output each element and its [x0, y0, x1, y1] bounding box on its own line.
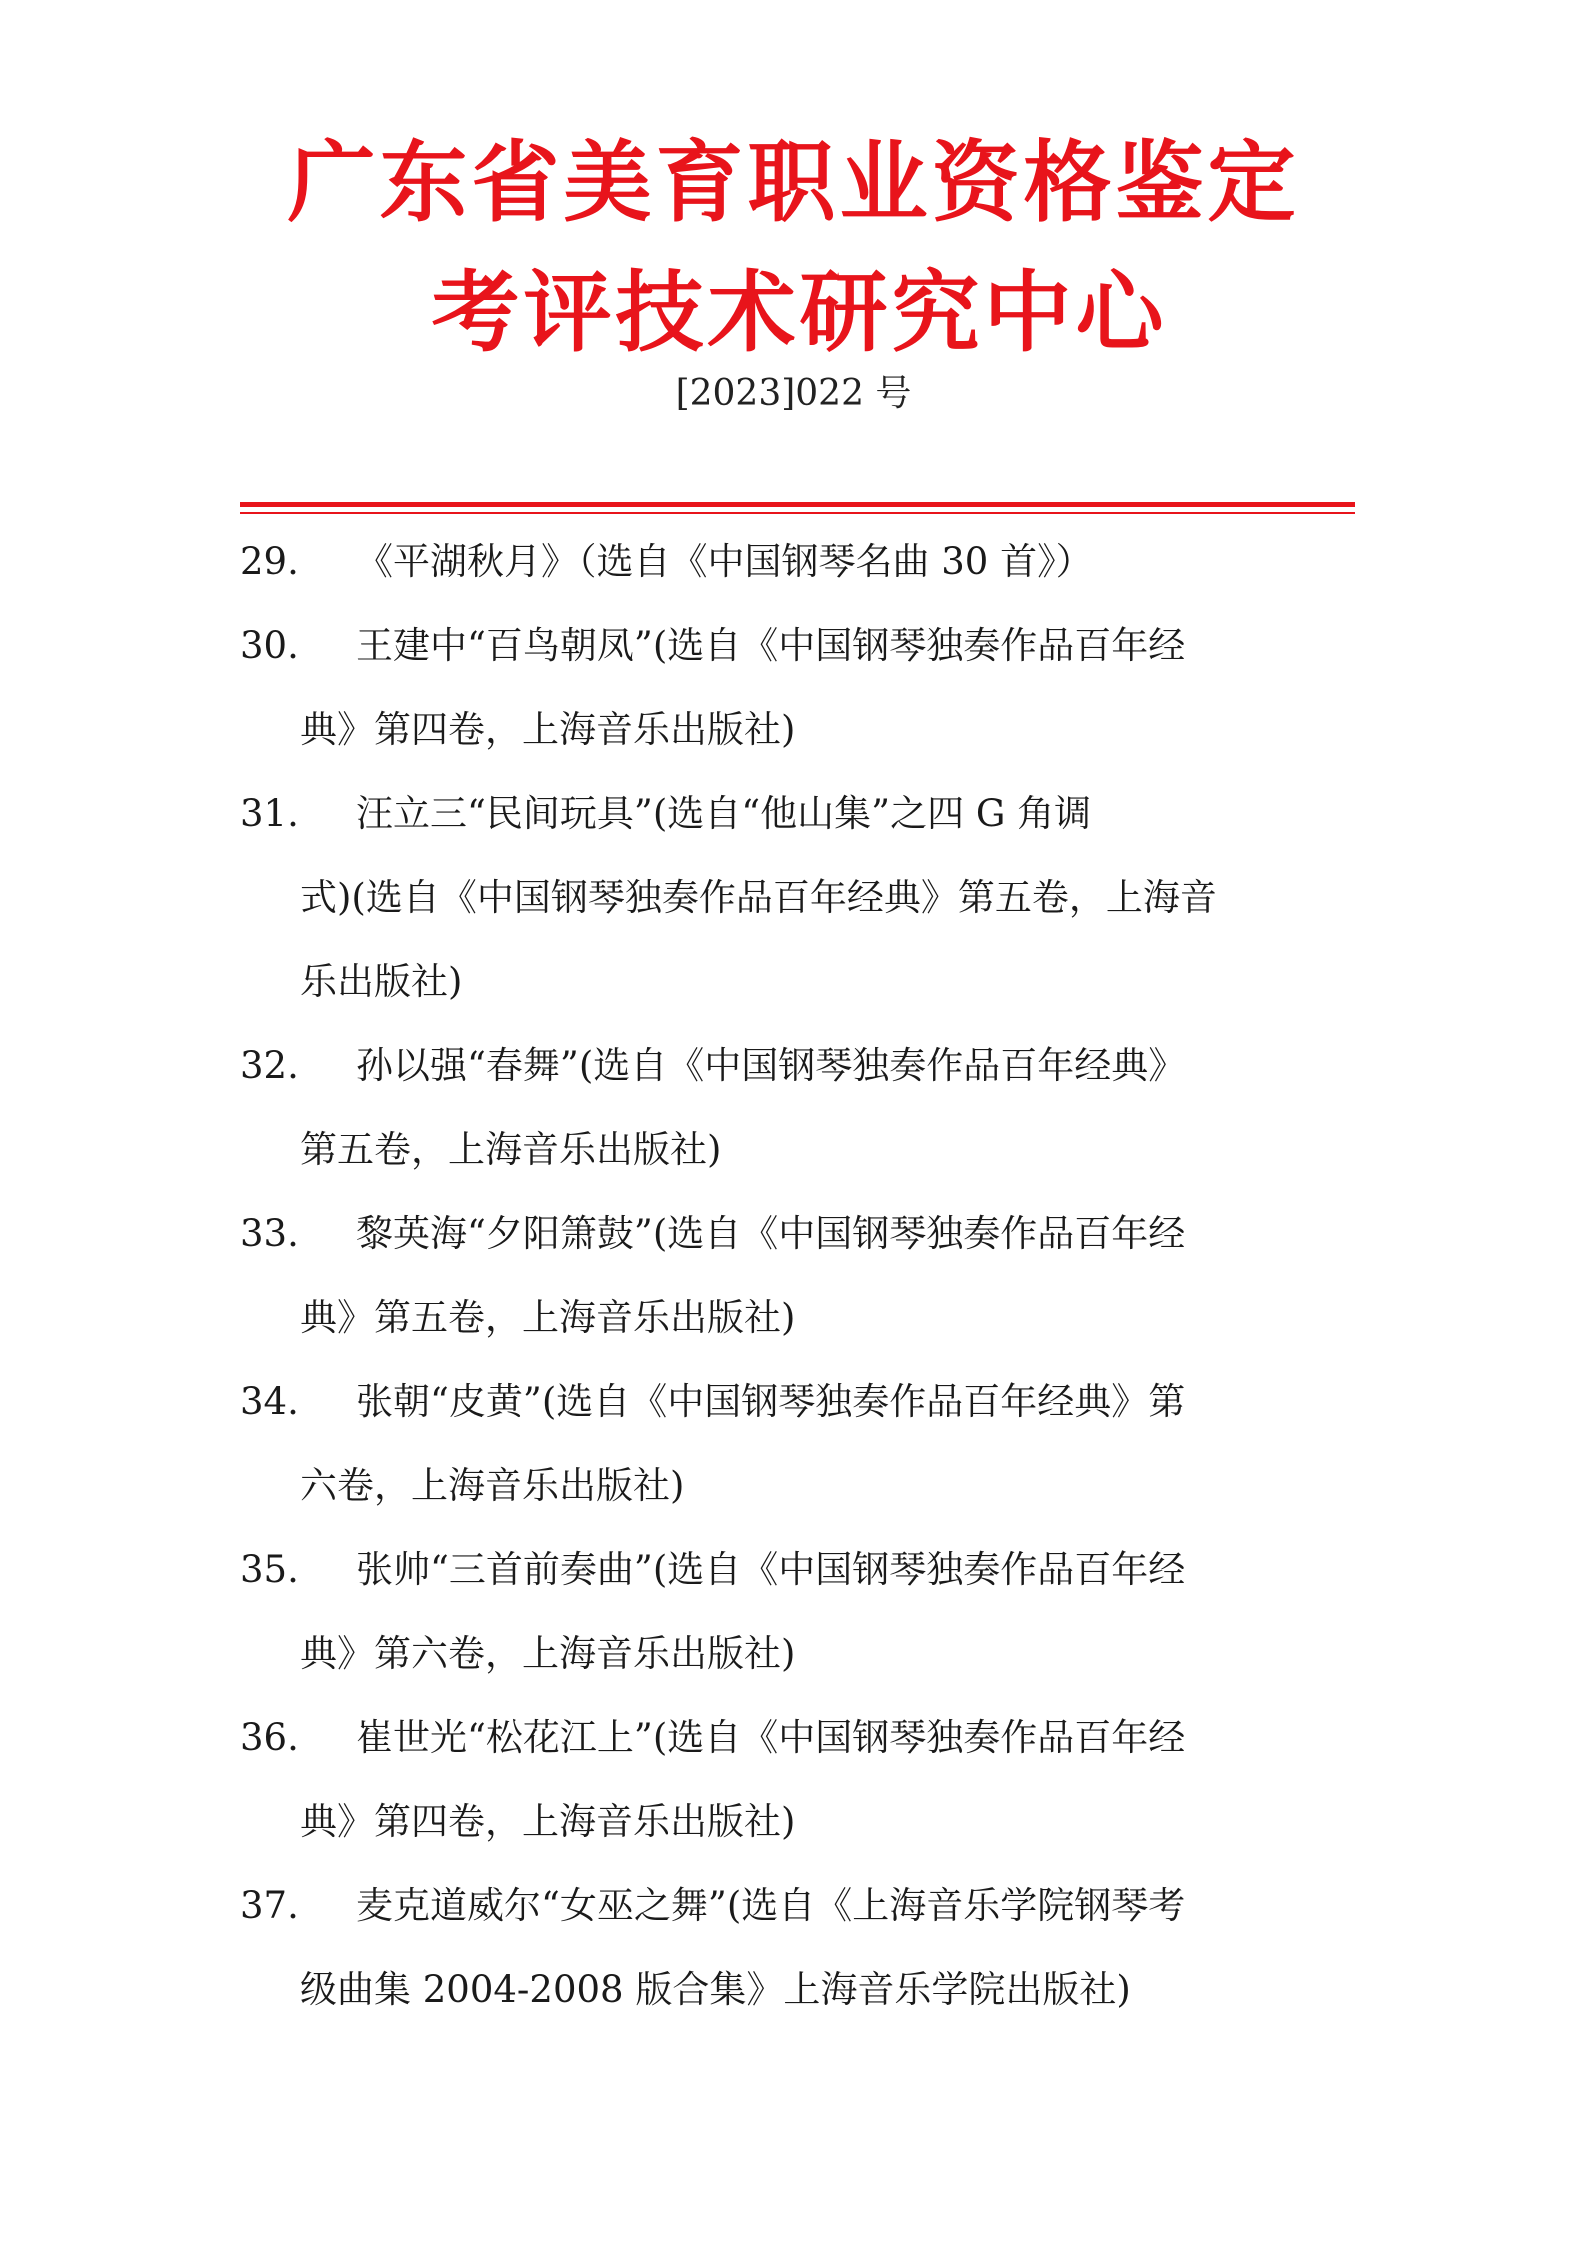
list-item-first-line: 麦克道威尔“女巫之舞”(选自《上海音乐学院钢琴考 — [356, 1884, 1186, 1927]
document-header — [0, 118, 1587, 378]
title-line-1: 广东省美育职业资格鉴定 — [287, 131, 1300, 234]
list-item — [240, 604, 1360, 772]
list-item-first-line: 张朝“皮黄”(选自《中国钢琴独奏作品百年经典》第 — [356, 1380, 1186, 1423]
list-item — [240, 1696, 1360, 1864]
list-item — [240, 1360, 1360, 1528]
list-item-text — [300, 772, 1360, 1024]
list-item-text — [300, 1696, 1360, 1864]
list-item-number: 34. — [240, 1380, 299, 1423]
list-item — [240, 1024, 1360, 1192]
list-item-first-line: 张帅“三首前奏曲”(选自《中国钢琴独奏作品百年经 — [356, 1548, 1186, 1591]
list-item-number: 33. — [240, 1212, 299, 1255]
title-line-2: 考评技术研究中心 — [431, 261, 1168, 364]
list-item-continuation-line: 典》第四卷，上海音乐出版社) — [300, 1800, 796, 1843]
list-item-continuation-line: 典》第六卷，上海音乐出版社) — [300, 1632, 796, 1675]
list-item — [240, 1864, 1360, 2032]
list-item-number: 37. — [240, 1884, 299, 1927]
repertoire-list — [240, 520, 1360, 2032]
list-item-continuation-line: 典》第五卷，上海音乐出版社) — [300, 1296, 796, 1339]
list-item-first-line: 崔世光“松花江上”(选自《中国钢琴独奏作品百年经 — [356, 1716, 1186, 1759]
list-item-continuation-line: 级曲集 2004-2008 版合集》上海音乐学院出版社) — [300, 1968, 1131, 2011]
list-item-first-line: 汪立三“民间玩具”(选自“他山集”之四 G 角调 — [356, 792, 1092, 835]
list-item-text — [300, 604, 1360, 772]
list-item — [240, 520, 1360, 604]
list-item-text — [300, 1192, 1360, 1360]
list-item-first-line: 王建中“百鸟朝凤”(选自《中国钢琴独奏作品百年经 — [356, 624, 1186, 667]
list-item — [240, 1192, 1360, 1360]
list-item-continuation-line: 六卷，上海音乐出版社) — [300, 1464, 685, 1507]
list-item-text — [300, 1528, 1360, 1696]
list-item-number: 36. — [240, 1716, 299, 1759]
list-item-continuation-line: 第五卷，上海音乐出版社) — [300, 1128, 722, 1171]
list-item-continuation-line: 典》第四卷，上海音乐出版社) — [300, 708, 796, 751]
header-divider-thick — [240, 502, 1355, 507]
list-item-number: 31. — [240, 792, 299, 835]
list-item-first-line: 黎英海“夕阳箫鼓”(选自《中国钢琴独奏作品百年经 — [356, 1212, 1186, 1255]
list-item-continuation-line: 式)(选自《中国钢琴独奏作品百年经典》第五卷，上海音 — [300, 876, 1217, 919]
list-item-number: 32. — [240, 1044, 299, 1087]
list-item-text — [300, 1864, 1360, 2032]
list-item-number: 30. — [240, 624, 299, 667]
list-item-text — [300, 1360, 1360, 1528]
list-item-text — [300, 1024, 1360, 1192]
list-item-first-line: 《平湖秋月》（选自《中国钢琴名曲 30 首》） — [356, 540, 1093, 583]
document-number: [2023]022 号 — [675, 373, 912, 414]
list-item — [240, 772, 1360, 1024]
list-item — [240, 1528, 1360, 1696]
list-item-first-line: 孙以强“春舞”(选自《中国钢琴独奏作品百年经典》 — [356, 1044, 1186, 1087]
list-item-number: 35. — [240, 1548, 299, 1591]
list-item-continuation-line: 乐出版社) — [300, 960, 463, 1003]
header-divider-thin — [240, 512, 1355, 514]
list-item-number: 29. — [240, 540, 299, 583]
list-item-text — [300, 520, 1360, 604]
